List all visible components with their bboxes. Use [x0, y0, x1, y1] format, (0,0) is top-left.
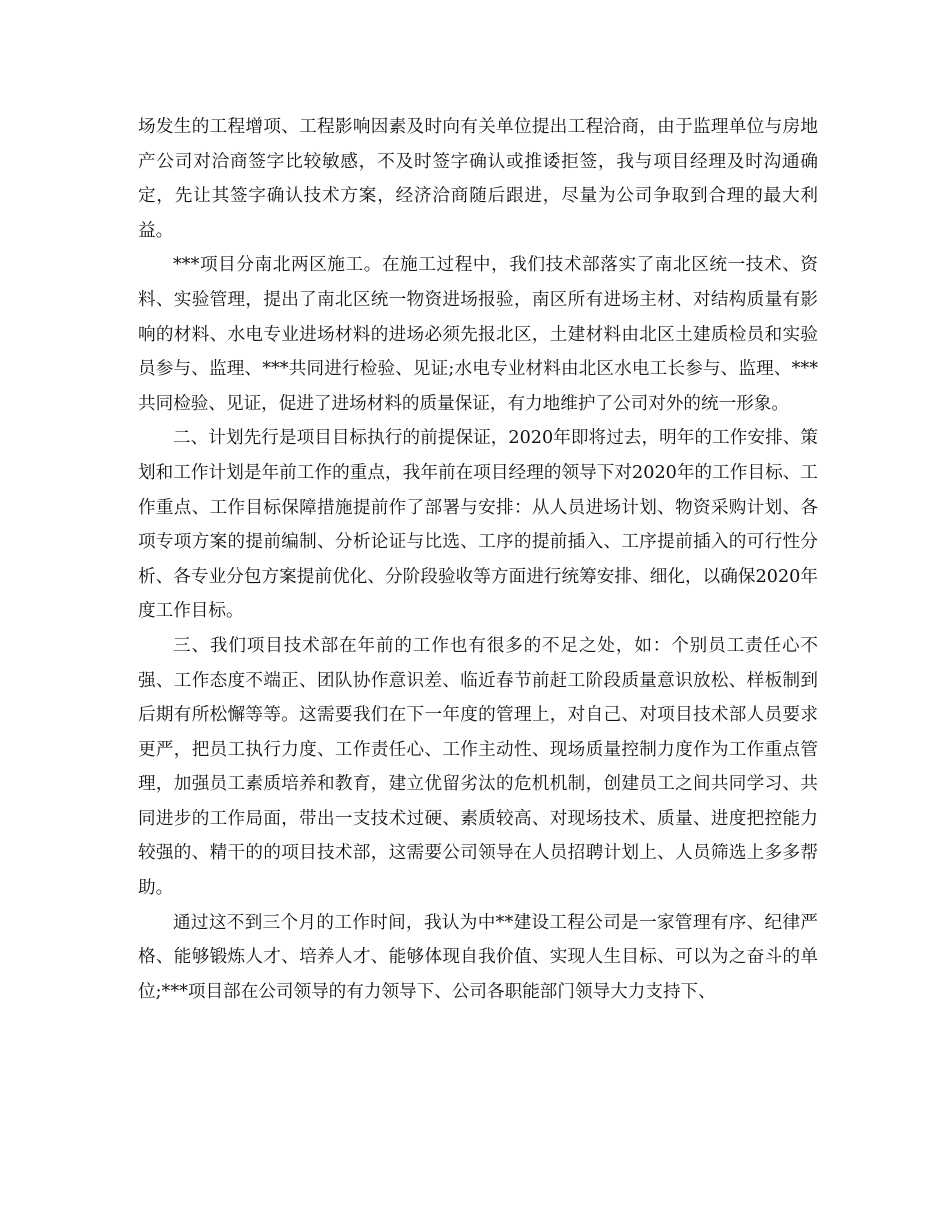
paragraph-shortcomings: 三、我们项目技术部在年前的工作也有很多的不足之处，如：个别员工责任心不强、工作态度不端正、团队协作意识差、临近春节前赶工阶段质量意识放松、样板制到后期有所松懈等等。这需要我们在下一年度的管理上，对自己、对项目技术部人员要求更严，把员工执行力度、工作责任心、工作主动性、现场质量控制力度作为工作重点管理，加强员工素质培养和教育，建立优留劣汰的危机机制，创建员工之间共同学习、共同进步的工作局面，带出一支技术过硬、素质较高、对现场技术、质量、进度把控能力较强的、精干的的项目技术部，这需要公司领导在人员招聘计划上、人员筛选上多多帮助。	[138, 635, 818, 899]
paragraph-south-north-zones: ***项目分南北两区施工。在施工过程中，我们技术部落实了南北区统一技术、资料、实验管理，提出了南北区统一物资进场报验，南区所有进场主材、对结构质量有影响的材料、水电专业进场材料的进场必须先报北区，土建材料由北区土建质检员和实验员参与、监理、***共同进行检验、见证;水电专业材料由北区水电工长参与、监理、***共同检验、见证，促进了进场材料的质量保证，有力地维护了公司对外的统一形象。	[138, 255, 818, 414]
paragraph-planning: 二、计划先行是项目目标执行的前提保证，2020年即将过去，明年的工作安排、策划和工作计划是年前工作的重点，我年前在项目经理的领导下对2020年的工作目标、工作重点、工作目标保障措施提前作了部署与安排：从人员进场计划、物资采购计划、各项专项方案的提前编制、分析论证与比选、工序的提前插入、工序提前插入的可行性分析、各专业分包方案提前优化、分阶段验收等方面进行统筹安排、细化，以确保2020年度工作目标。	[138, 428, 818, 622]
paragraph-continuation: 场发生的工程增项、工程影响因素及时向有关单位提出工程洽商，由于监理单位与房地产公司对洽商签字比较敏感，不及时签字确认或推诿拒签，我与项目经理及时沟通确定，先让其签字确认技术方案，经济洽商随后跟进，尽量为公司争取到合理的最大利益。	[138, 117, 818, 241]
document-page	[138, 110, 818, 1009]
paragraph-conclusion: 通过这不到三个月的工作时间，我认为中**建设工程公司是一家管理有序、纪律严格、能够锻炼人才、培养人才、能够体现自我价值、实现人生目标、可以为之奋斗的单位;***项目部在公司领导的有力领导下、公司各职能部门领导大力支持下、	[138, 912, 818, 1002]
